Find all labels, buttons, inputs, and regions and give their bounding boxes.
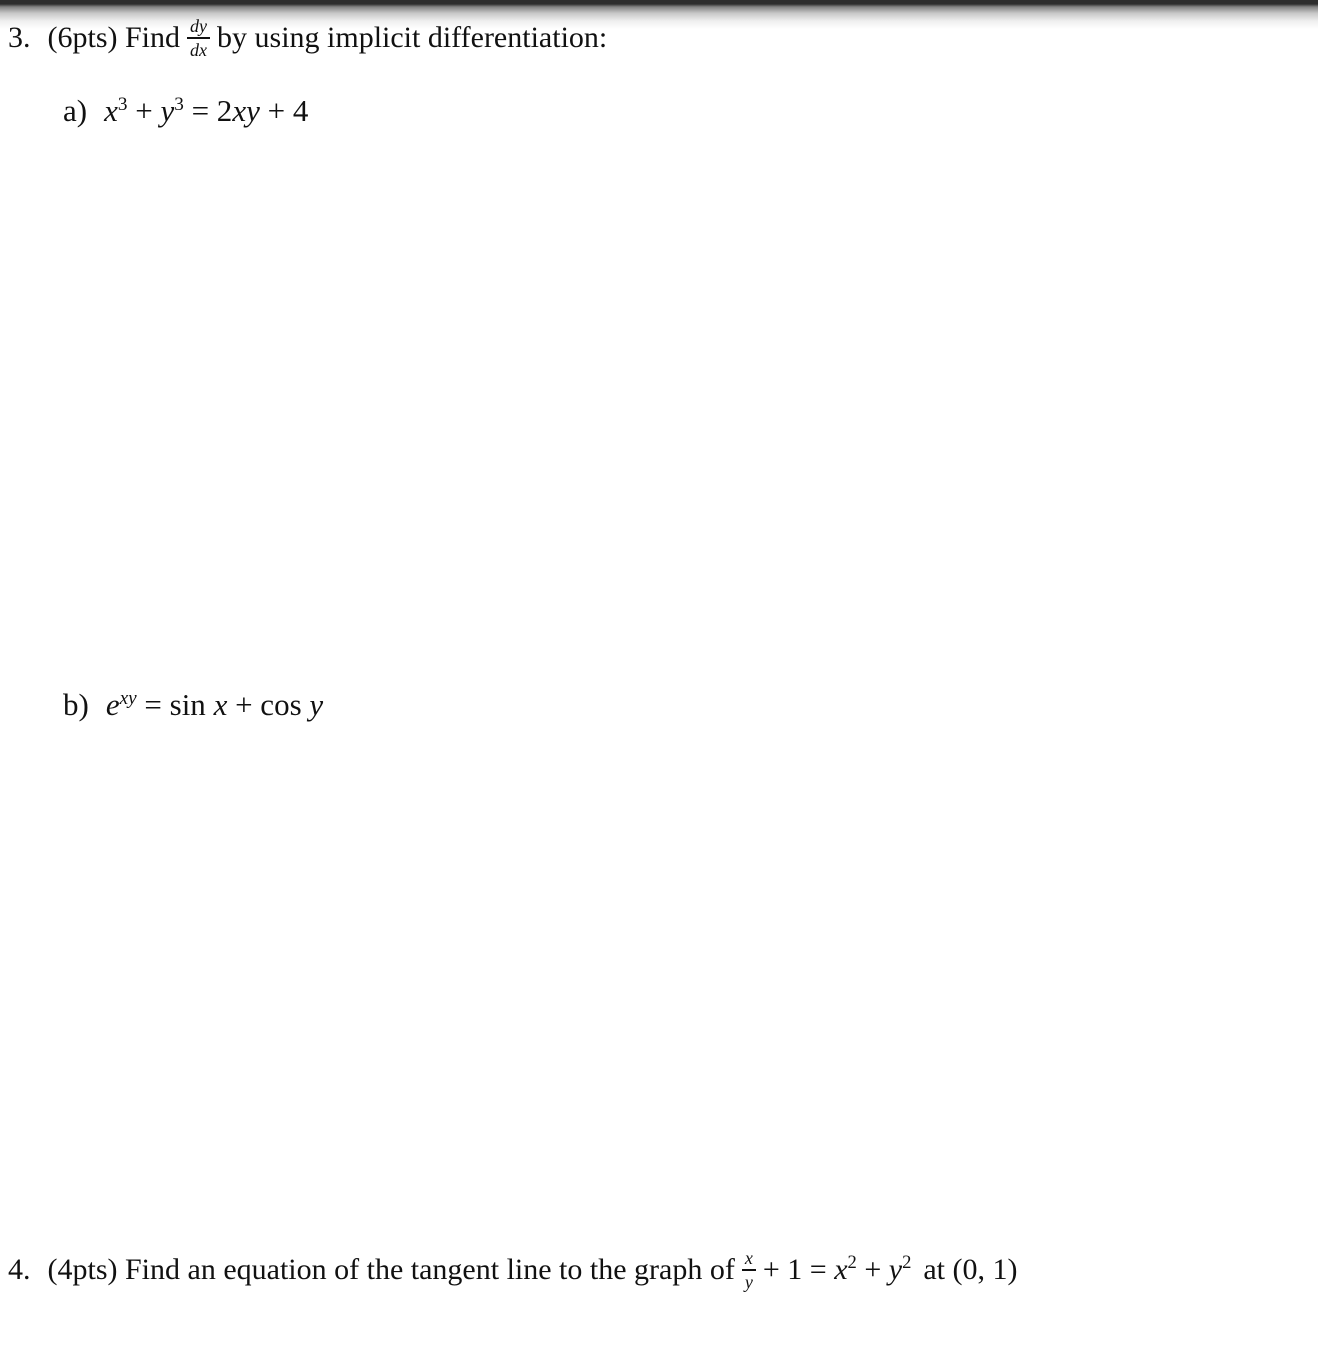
var-y: y xyxy=(888,1253,903,1287)
exponent-3: 3 xyxy=(174,93,184,115)
var-xy: xy xyxy=(232,93,260,128)
exponent-2: 2 xyxy=(847,1252,857,1274)
problem-3-header xyxy=(8,16,607,60)
var-x: x xyxy=(213,687,228,722)
problem-4-line xyxy=(8,1248,1018,1292)
op-plus: + xyxy=(856,1253,889,1287)
problem-3-intro-before: (6pts) Find xyxy=(47,21,181,55)
part-a-label: a) xyxy=(63,93,88,128)
at-point-0-1: at (0, 1) xyxy=(923,1253,1018,1287)
fraction-x-y xyxy=(742,1248,756,1292)
plus-1-equals: + 1 = xyxy=(762,1253,835,1287)
equation-4 xyxy=(763,1252,1018,1288)
equals-sin: = sin xyxy=(136,687,214,722)
var-x: x xyxy=(834,1253,848,1287)
problem-4-intro: (4pts) Find an equation of the tangent line to the graph of xyxy=(47,1253,735,1287)
exponent-xy: xy xyxy=(119,687,137,709)
fraction-dy-dx xyxy=(187,16,210,60)
equation-b xyxy=(106,686,323,723)
var-x: x xyxy=(104,93,118,128)
problem-3-part-b xyxy=(63,686,323,723)
var-y: y xyxy=(160,93,175,128)
exponent-3: 3 xyxy=(117,93,128,115)
part-b-label: b) xyxy=(63,687,89,722)
op-plus: + xyxy=(127,93,161,128)
equals-2: = 2 xyxy=(183,93,233,128)
equation-a xyxy=(104,92,308,129)
fraction-denominator: dx xyxy=(190,40,208,61)
exponent-2: 2 xyxy=(902,1252,912,1274)
plus-cos: + cos xyxy=(227,687,310,722)
problem-4-number: 4. xyxy=(8,1253,31,1287)
var-y: y xyxy=(309,687,324,722)
problem-3-intro-after: by using implicit differentiation: xyxy=(217,21,608,55)
var-e: e xyxy=(105,687,120,722)
fraction-numerator: x xyxy=(742,1248,756,1271)
fraction-numerator: dy xyxy=(187,16,210,39)
plus-4: + 4 xyxy=(259,93,309,128)
fraction-denominator: y xyxy=(744,1272,753,1293)
problem-3-part-a xyxy=(63,92,308,129)
problem-3-number: 3. xyxy=(8,21,31,55)
